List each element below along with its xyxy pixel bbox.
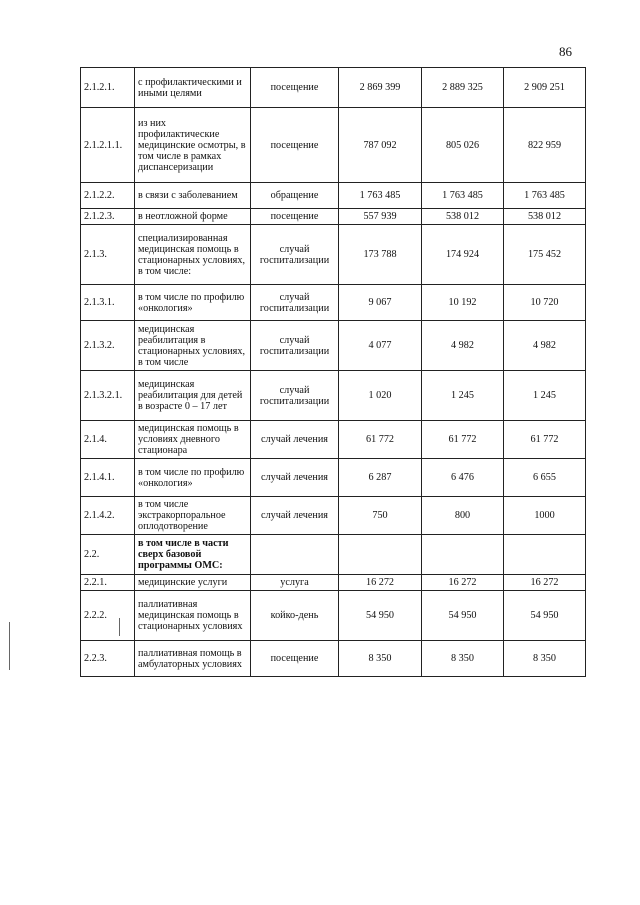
row-name: в том числе по профилю «онкология» bbox=[135, 459, 251, 497]
table-row bbox=[81, 421, 586, 459]
row-name: специализированная медицинская помощь в стационарных условиях, в том числе: bbox=[135, 225, 251, 285]
row-unit: случай госпитализации bbox=[251, 321, 339, 371]
table-row bbox=[81, 591, 586, 641]
table-row bbox=[81, 535, 586, 575]
row-value-year-3: 2 909 251 bbox=[504, 68, 586, 108]
row-value-year-3: 6 655 bbox=[504, 459, 586, 497]
table-row bbox=[81, 68, 586, 108]
row-name: медицинская помощь в условиях дневного стационара bbox=[135, 421, 251, 459]
row-value-year-1: 1 020 bbox=[339, 371, 422, 421]
row-value-year-3: 1000 bbox=[504, 497, 586, 535]
row-value-year-3: 8 350 bbox=[504, 641, 586, 677]
row-value-year-1: 16 272 bbox=[339, 575, 422, 591]
row-code: 2.1.3.2.1. bbox=[81, 371, 135, 421]
row-name: медицинские услуги bbox=[135, 575, 251, 591]
row-code: 2.1.3.1. bbox=[81, 285, 135, 321]
row-value-year-1: 173 788 bbox=[339, 225, 422, 285]
row-value-year-3: 538 012 bbox=[504, 209, 586, 225]
row-value-year-2: 174 924 bbox=[422, 225, 504, 285]
row-value-year-3: 16 272 bbox=[504, 575, 586, 591]
table-row bbox=[81, 183, 586, 209]
row-name: в том числе по профилю «онкология» bbox=[135, 285, 251, 321]
row-code: 2.1.2.3. bbox=[81, 209, 135, 225]
row-value-year-2: 54 950 bbox=[422, 591, 504, 641]
row-code: 2.1.2.2. bbox=[81, 183, 135, 209]
row-value-year-2: 16 272 bbox=[422, 575, 504, 591]
row-value-year-3: 61 772 bbox=[504, 421, 586, 459]
row-value-year-1: 750 bbox=[339, 497, 422, 535]
row-value-year-3: 10 720 bbox=[504, 285, 586, 321]
row-unit: обращение bbox=[251, 183, 339, 209]
row-value-year-2: 538 012 bbox=[422, 209, 504, 225]
row-value-year-2: 6 476 bbox=[422, 459, 504, 497]
row-value-year-1: 8 350 bbox=[339, 641, 422, 677]
row-value-year-2 bbox=[422, 535, 504, 575]
row-unit: посещение bbox=[251, 108, 339, 183]
row-code: 2.1.2.1.1. bbox=[81, 108, 135, 183]
row-value-year-2: 10 192 bbox=[422, 285, 504, 321]
row-value-year-1 bbox=[339, 535, 422, 575]
row-unit: посещение bbox=[251, 209, 339, 225]
statistics-table bbox=[80, 67, 586, 677]
scan-artifact bbox=[9, 622, 10, 670]
row-unit: случай лечения bbox=[251, 497, 339, 535]
row-unit: случай госпитализации bbox=[251, 225, 339, 285]
row-name: из них профилактические медицинские осмотры, в том числе в рамках диспансеризации bbox=[135, 108, 251, 183]
row-name: медицинская реабилитация в стационарных условиях, в том числе bbox=[135, 321, 251, 371]
row-value-year-2: 2 889 325 bbox=[422, 68, 504, 108]
row-code: 2.1.4. bbox=[81, 421, 135, 459]
row-unit bbox=[251, 535, 339, 575]
row-value-year-1: 787 092 bbox=[339, 108, 422, 183]
row-value-year-3: 1 245 bbox=[504, 371, 586, 421]
row-value-year-1: 6 287 bbox=[339, 459, 422, 497]
table-row bbox=[81, 497, 586, 535]
row-code: 2.2.1. bbox=[81, 575, 135, 591]
row-name: медицинская реабилитация для детей в возрасте 0 – 17 лет bbox=[135, 371, 251, 421]
row-code: 2.2. bbox=[81, 535, 135, 575]
row-name: в связи с заболеванием bbox=[135, 183, 251, 209]
row-name: паллиативная медицинская помощь в стационарных условиях bbox=[135, 591, 251, 641]
page-number: 86 bbox=[559, 44, 572, 59]
row-value-year-1: 61 772 bbox=[339, 421, 422, 459]
row-value-year-3: 822 959 bbox=[504, 108, 586, 183]
row-value-year-2: 8 350 bbox=[422, 641, 504, 677]
row-unit: случай госпитализации bbox=[251, 285, 339, 321]
row-value-year-2: 800 bbox=[422, 497, 504, 535]
table-row bbox=[81, 285, 586, 321]
row-unit: койко-день bbox=[251, 591, 339, 641]
table-row bbox=[81, 575, 586, 591]
row-value-year-1: 9 067 bbox=[339, 285, 422, 321]
row-value-year-3: 175 452 bbox=[504, 225, 586, 285]
row-value-year-3: 1 763 485 bbox=[504, 183, 586, 209]
row-name: с профилактическими и иными целями bbox=[135, 68, 251, 108]
table-row bbox=[81, 108, 586, 183]
row-unit: случай лечения bbox=[251, 459, 339, 497]
row-name: паллиативная помощь в амбулаторных условиях bbox=[135, 641, 251, 677]
row-value-year-1: 557 939 bbox=[339, 209, 422, 225]
row-unit: случай лечения bbox=[251, 421, 339, 459]
row-name: в том числе экстракорпоральное оплодотворение bbox=[135, 497, 251, 535]
row-value-year-1: 54 950 bbox=[339, 591, 422, 641]
row-value-year-1: 2 869 399 bbox=[339, 68, 422, 108]
table-row bbox=[81, 209, 586, 225]
scan-artifact bbox=[119, 618, 120, 636]
row-value-year-2: 1 245 bbox=[422, 371, 504, 421]
table-row bbox=[81, 321, 586, 371]
row-value-year-1: 1 763 485 bbox=[339, 183, 422, 209]
table-row bbox=[81, 225, 586, 285]
row-value-year-3: 4 982 bbox=[504, 321, 586, 371]
row-code: 2.2.2. bbox=[81, 591, 135, 641]
row-value-year-3 bbox=[504, 535, 586, 575]
row-value-year-2: 4 982 bbox=[422, 321, 504, 371]
row-code: 2.1.4.2. bbox=[81, 497, 135, 535]
row-value-year-2: 805 026 bbox=[422, 108, 504, 183]
row-code: 2.1.4.1. bbox=[81, 459, 135, 497]
table-row bbox=[81, 459, 586, 497]
table-row bbox=[81, 371, 586, 421]
row-code: 2.2.3. bbox=[81, 641, 135, 677]
table-row bbox=[81, 641, 586, 677]
row-value-year-1: 4 077 bbox=[339, 321, 422, 371]
row-unit: услуга bbox=[251, 575, 339, 591]
row-value-year-3: 54 950 bbox=[504, 591, 586, 641]
row-unit: посещение bbox=[251, 68, 339, 108]
row-code: 2.1.3. bbox=[81, 225, 135, 285]
row-code: 2.1.3.2. bbox=[81, 321, 135, 371]
row-name: в неотложной форме bbox=[135, 209, 251, 225]
row-unit: случай госпитализации bbox=[251, 371, 339, 421]
row-value-year-2: 61 772 bbox=[422, 421, 504, 459]
row-unit: посещение bbox=[251, 641, 339, 677]
row-code: 2.1.2.1. bbox=[81, 68, 135, 108]
row-value-year-2: 1 763 485 bbox=[422, 183, 504, 209]
row-name: в том числе в части сверх базовой программы ОМС: bbox=[135, 535, 251, 575]
